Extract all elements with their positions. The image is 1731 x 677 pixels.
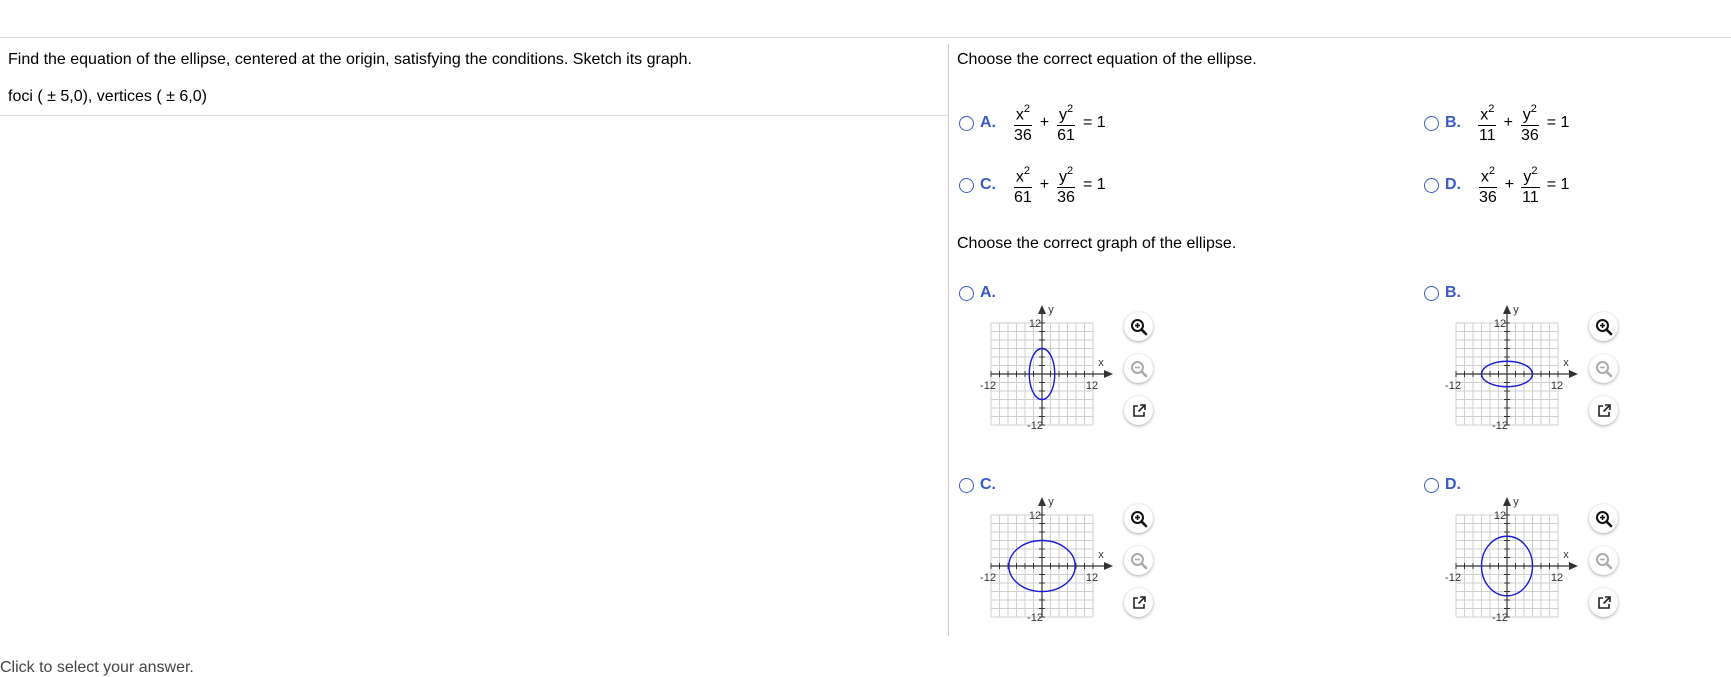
y-tick-label-top: 12 xyxy=(1493,510,1507,522)
numerator: $x^2$ xyxy=(1014,162,1032,188)
fraction xyxy=(1055,100,1077,146)
open-new-window-button[interactable] xyxy=(1589,588,1618,617)
x-tick-label-right: 12 xyxy=(1550,572,1564,584)
option-letter: D. xyxy=(1445,476,1461,493)
y-tick-label-top: 12 xyxy=(1028,318,1042,330)
option-letter: B. xyxy=(1445,284,1461,301)
x-axis-label: x xyxy=(1098,549,1104,561)
plus-sign: + xyxy=(1039,114,1050,132)
radio-button[interactable] xyxy=(1424,286,1439,301)
x-axis-arrow xyxy=(1569,370,1578,378)
question-conditions: foci ( ± 5,0), vertices ( ± 6,0) xyxy=(8,88,207,105)
x-axis-arrow xyxy=(1104,370,1113,378)
x-tick-label-left: -12 xyxy=(1445,380,1461,392)
zoom-in-button[interactable] xyxy=(1124,504,1153,533)
y-axis-label: y xyxy=(1513,496,1519,508)
y-tick-label-bottom: -12 xyxy=(1492,420,1508,432)
x-tick-label-right: 12 xyxy=(1085,380,1099,392)
y-axis-label: y xyxy=(1048,304,1054,316)
equation xyxy=(1475,100,1573,146)
zoom-out-icon xyxy=(1130,360,1148,378)
exponent: 2 xyxy=(1066,165,1074,177)
open-new-window-button[interactable] xyxy=(1124,396,1153,425)
zoom-out-button[interactable] xyxy=(1124,354,1153,383)
radio-button[interactable] xyxy=(959,116,974,131)
x-tick-label-right: 12 xyxy=(1085,572,1099,584)
numerator: $y^2$ xyxy=(1057,162,1075,188)
numerator: $y^2$ xyxy=(1057,100,1075,126)
zoom-out-icon xyxy=(1130,552,1148,570)
x-axis-label: x xyxy=(1563,549,1569,561)
option-letter: C. xyxy=(980,476,996,493)
exponent: 2 xyxy=(1066,103,1074,115)
option-letter: A. xyxy=(980,284,996,301)
y-tick-label-bottom: -12 xyxy=(1027,612,1043,624)
x-axis-arrow xyxy=(1569,562,1578,570)
exponent: 2 xyxy=(1023,103,1030,115)
equation-option-c[interactable] xyxy=(959,162,1110,208)
exponent: 2 xyxy=(1531,165,1538,177)
denominator: 61 xyxy=(1057,127,1075,145)
x-tick-label-left: -12 xyxy=(980,572,996,584)
graph-prompt: Choose the correct graph of the ellipse. xyxy=(957,235,1237,252)
graph-option-a[interactable] xyxy=(959,284,1104,432)
y-tick-label-bottom: -12 xyxy=(1492,612,1508,624)
fraction xyxy=(1477,100,1498,146)
x-axis-label: x xyxy=(1098,357,1104,369)
x-tick-label-left: -12 xyxy=(980,380,996,392)
zoom-in-button[interactable] xyxy=(1124,312,1153,341)
zoom-out-button[interactable] xyxy=(1589,354,1618,383)
denominator: 36 xyxy=(1520,127,1539,145)
open-new-window-button[interactable] xyxy=(1589,396,1618,425)
fraction xyxy=(1519,100,1541,146)
question-text: Find the equation of the ellipse, centered at the origin, satisfying the conditions. Sketch its graph. xyxy=(8,51,692,68)
denominator: 11 xyxy=(1479,127,1496,145)
exponent: 2 xyxy=(1023,165,1030,177)
graph-option-label xyxy=(1424,476,1475,494)
ellipse-graph xyxy=(959,304,1119,439)
x-axis-arrow xyxy=(1104,562,1113,570)
equals-one: = 1 xyxy=(1082,114,1106,132)
open-new-window-icon xyxy=(1596,595,1612,611)
y-tick-label-top: 12 xyxy=(1028,510,1042,522)
fraction xyxy=(1520,162,1541,208)
y-tick-label-bottom: -12 xyxy=(1027,420,1043,432)
ellipse-graph xyxy=(1424,304,1584,439)
equation xyxy=(1475,162,1573,208)
zoom-in-icon xyxy=(1130,510,1148,528)
x-tick-label-left: -12 xyxy=(1445,572,1461,584)
equation-prompt: Choose the correct equation of the ellipse. xyxy=(957,51,1257,68)
exponent: 2 xyxy=(1488,103,1495,115)
fraction xyxy=(1055,162,1077,208)
numerator: $x^2$ xyxy=(1479,162,1497,188)
numerator: $x^2$ xyxy=(1014,100,1032,126)
option-letter: A. xyxy=(980,114,996,132)
plus-sign: + xyxy=(1504,176,1515,194)
equals-one: = 1 xyxy=(1546,114,1570,132)
x-axis-label: x xyxy=(1563,357,1569,369)
radio-button[interactable] xyxy=(959,178,974,193)
option-letter: C. xyxy=(980,176,996,194)
equals-one: = 1 xyxy=(1546,176,1570,194)
option-letter: D. xyxy=(1445,176,1461,194)
radio-button[interactable] xyxy=(1424,116,1439,131)
denominator: 36 xyxy=(1479,189,1497,207)
graph-option-b[interactable] xyxy=(1424,284,1569,432)
radio-button[interactable] xyxy=(1424,478,1439,493)
question-divider xyxy=(0,115,948,116)
denominator: 61 xyxy=(1014,189,1032,207)
graph-option-label xyxy=(959,476,1010,494)
ellipse-graph xyxy=(959,496,1119,631)
denominator: 36 xyxy=(1057,189,1075,207)
equation-option-b[interactable] xyxy=(1424,100,1573,146)
zoom-out-button[interactable] xyxy=(1124,546,1153,575)
option-letter: B. xyxy=(1445,114,1461,132)
numerator: $y^2$ xyxy=(1521,100,1539,126)
graph-option-c[interactable] xyxy=(959,476,1104,624)
answer-pane xyxy=(949,38,1731,638)
denominator: 36 xyxy=(1014,127,1032,145)
zoom-out-icon xyxy=(1595,360,1613,378)
open-new-window-icon xyxy=(1131,595,1147,611)
equation-option-a[interactable] xyxy=(959,100,1110,146)
radio-button[interactable] xyxy=(959,478,974,493)
numerator: $y^2$ xyxy=(1521,162,1539,188)
denominator: 11 xyxy=(1522,189,1539,207)
exponent: 2 xyxy=(1488,165,1495,177)
open-new-window-button[interactable] xyxy=(1124,588,1153,617)
exponent: 2 xyxy=(1530,103,1537,115)
zoom-in-icon xyxy=(1595,318,1613,336)
question-pane xyxy=(0,38,948,638)
y-axis-arrow xyxy=(1503,305,1511,314)
y-axis-arrow xyxy=(1038,305,1046,314)
numerator: $x^2$ xyxy=(1478,100,1496,126)
zoom-in-icon xyxy=(1130,318,1148,336)
x-tick-label-right: 12 xyxy=(1550,380,1564,392)
graph-option-label xyxy=(959,284,1010,302)
zoom-in-button[interactable] xyxy=(1589,312,1618,341)
fraction xyxy=(1012,100,1034,146)
footer-hint: Click to select your answer. xyxy=(0,659,194,676)
graph-option-label xyxy=(1424,284,1475,302)
zoom-out-button[interactable] xyxy=(1589,546,1618,575)
y-axis-label: y xyxy=(1048,496,1054,508)
equation xyxy=(1010,100,1110,146)
y-axis-label: y xyxy=(1513,304,1519,316)
fraction xyxy=(1012,162,1034,208)
zoom-in-button[interactable] xyxy=(1589,504,1618,533)
ellipse-graph xyxy=(1424,496,1584,631)
y-tick-label-top: 12 xyxy=(1493,318,1507,330)
y-axis-arrow xyxy=(1038,497,1046,506)
open-new-window-icon xyxy=(1131,403,1147,419)
fraction xyxy=(1477,162,1499,208)
plus-sign: + xyxy=(1039,176,1050,194)
radio-button[interactable] xyxy=(959,286,974,301)
y-axis-arrow xyxy=(1503,497,1511,506)
equation xyxy=(1010,162,1110,208)
zoom-in-icon xyxy=(1595,510,1613,528)
zoom-out-icon xyxy=(1595,552,1613,570)
equals-one: = 1 xyxy=(1082,176,1106,194)
equation-option-d[interactable] xyxy=(1424,162,1573,208)
open-new-window-icon xyxy=(1596,403,1612,419)
graph-option-d[interactable] xyxy=(1424,476,1569,624)
plus-sign: + xyxy=(1503,114,1513,132)
radio-button[interactable] xyxy=(1424,178,1439,193)
